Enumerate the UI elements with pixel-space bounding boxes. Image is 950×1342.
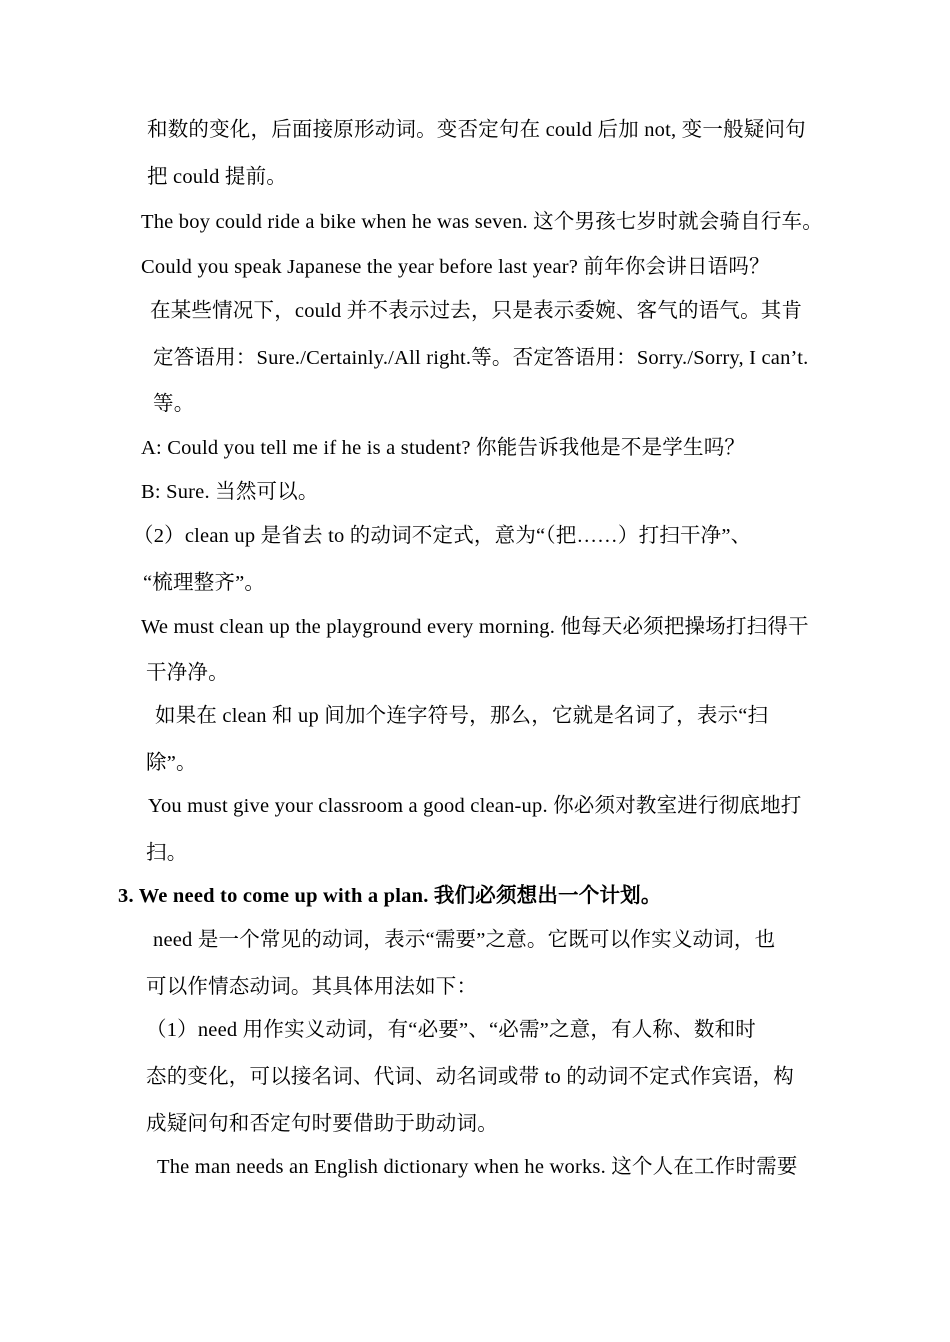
text-line: You must give your classroom a good clean-up. 你必须对教室进行彻底地打	[148, 795, 802, 817]
text-line: We must clean up the playground every morning. 他每天必须把操场打扫得干	[141, 616, 809, 638]
text-line: 等。	[153, 393, 195, 415]
text-line: B: Sure. 当然可以。	[141, 481, 319, 503]
text-line: 成疑问句和否定句时要借助于助动词。	[146, 1113, 498, 1135]
text-line: need 是一个常见的动词，表示“需要”之意。它既可以作实义动词，也	[153, 929, 776, 951]
text-line: 把 could 提前。	[147, 166, 287, 188]
text-line: 除”。	[146, 752, 197, 774]
text-line: Could you speak Japanese the year before last year? 前年你会讲日语吗？	[141, 256, 770, 278]
text-line: （2）clean up 是省去 to 的动词不定式，意为“（把……）打扫干净”、	[133, 525, 752, 547]
text-line: 在某些情况下，could 并不表示过去，只是表示委婉、客气的语气。其肯	[150, 300, 803, 322]
text-line: A: Could you tell me if he is a student? 你能告诉我他是不是学生吗？	[141, 437, 746, 459]
text-line: （1）need 用作实义动词，有“必要”、“必需”之意，有人称、数和时	[146, 1019, 756, 1041]
text-line: The boy could ride a bike when he was seven. 这个男孩七岁时就会骑自行车。	[141, 211, 823, 233]
text-line: The man needs an English dictionary when he works. 这个人在工作时需要	[157, 1156, 798, 1178]
text-line: 和数的变化，后面接原形动词。变否定句在 could 后加 not, 变一般疑问句	[147, 119, 806, 141]
text-line: 扫。	[146, 842, 188, 864]
text-line: 态的变化，可以接名词、代词、动名词或带 to 的动词不定式作宾语，构	[146, 1066, 794, 1088]
text-line: 干净净。	[146, 662, 229, 684]
section-heading: 3. We need to come up with a plan. 我们必须想出一个计划。	[118, 885, 662, 907]
text-line: 可以作情态动词。其具体用法如下：	[146, 976, 478, 998]
text-line: 定答语用：Sure./Certainly./All right.等。否定答语用：Sorry./Sorry, I can’t.	[153, 347, 809, 369]
text-line: 如果在 clean 和 up 间加个连字符号，那么，它就是名词了，表示“扫	[155, 705, 769, 727]
text-line: “梳理整齐”。	[143, 572, 266, 594]
